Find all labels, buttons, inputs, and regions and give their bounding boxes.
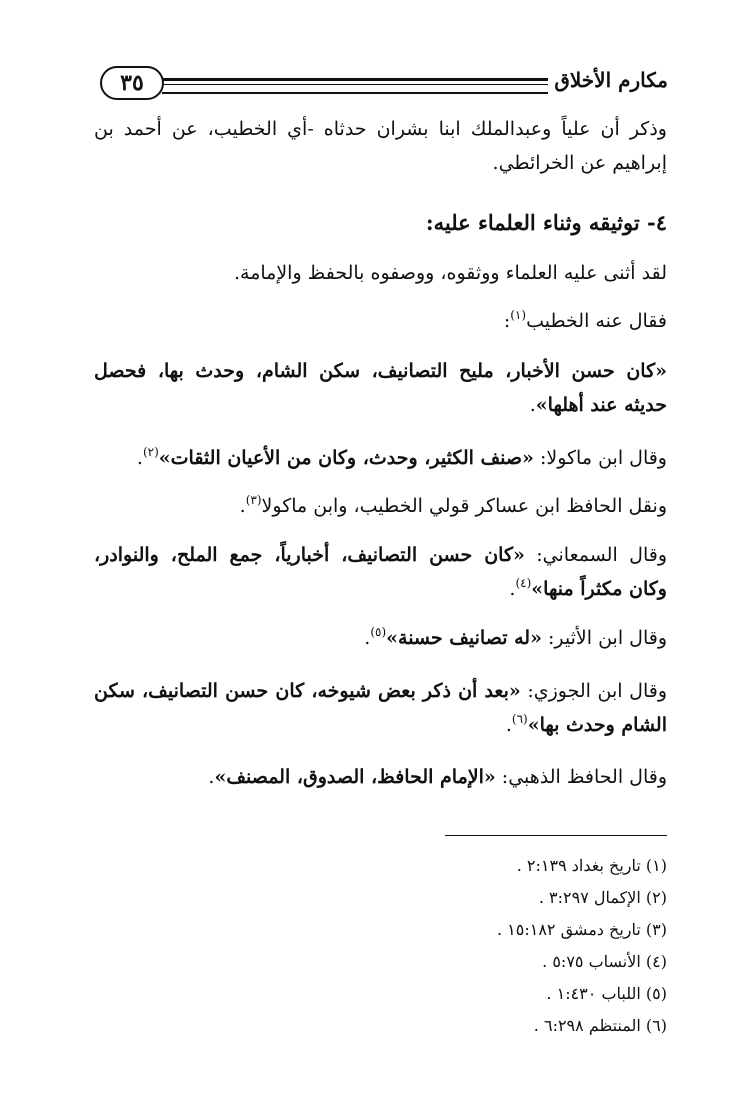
page-number: ٣٥: [100, 66, 164, 100]
jawzi-quote: «بعد أن ذكر بعض شيوخه، كان حسن التصانيف، سكن الشام وحدث بها»: [94, 680, 667, 736]
footnote-ref-6: (٦): [511, 712, 528, 726]
samani-quote: «كان حسن التصانيف، أخبارياً، جمع الملح، والنوادر، وكان مكثراً منها»: [94, 544, 667, 600]
paragraph-8-text: وقال ابن الأثير:: [541, 627, 667, 649]
footnote-ref-5: (٥): [370, 625, 387, 639]
footnote-ref-4: (٤): [515, 576, 532, 590]
athir-quote: «له تصانيف حسنة»: [386, 627, 542, 649]
paragraph-6: [94, 489, 667, 523]
footnote-3: (٣) تاريخ دمشق ١٥:١٨٢ .: [496, 920, 667, 939]
footnote-6: (٦) المنتظم ٦:٢٩٨ .: [533, 1016, 667, 1035]
makula-quote: «صنف الكثير، وحدث، وكان من الأعيان الثقات»: [158, 447, 534, 469]
paragraph-1: وذكر أن علياً وعبدالملك ابنا بشران حدثاه -أي الخطيب، عن أحمد بن إبراهيم عن الخرائطي.: [94, 118, 667, 174]
paragraph-9-text: وقال ابن الجوزي:: [520, 680, 667, 702]
paragraph-5-end: .: [136, 447, 143, 469]
page-header: [94, 64, 668, 106]
paragraph-9-end: .: [505, 714, 512, 736]
paragraph-7: [94, 538, 667, 606]
footnote-2: (٢) الإكمال ٣:٢٩٧ .: [538, 888, 667, 907]
footnotes-list: [247, 850, 667, 1042]
khatib-quote: «كان حسن الأخبار، مليح التصانيف، سكن الشام، وحدث بها، فحصل حديثه عند أهلها»: [94, 360, 667, 416]
footnote-ref-1: (١): [510, 308, 527, 322]
footnote-separator: [445, 835, 667, 836]
paragraph-5-text: وقال ابن ماكولا:: [533, 447, 667, 469]
paragraph-3-text: فقال عنه الخطيب: [526, 310, 667, 332]
paragraph-6-text: ونقل الحافظ ابن عساكر قولي الخطيب، وابن ماكولا: [261, 495, 667, 517]
paragraph-8: [94, 621, 667, 655]
paragraph-4-end: .: [529, 394, 536, 416]
paragraph-7-text: وقال السمعاني:: [524, 544, 667, 566]
header-rule: [162, 78, 548, 94]
paragraph-8-end: .: [364, 627, 371, 649]
footnote-ref-3: (٣): [245, 493, 262, 507]
paragraph-7-end: .: [509, 578, 516, 600]
footnote-5: (٥) اللباب ١:٤٣٠ .: [546, 984, 667, 1003]
paragraph-5: [94, 441, 667, 475]
paragraph-10-end: .: [208, 766, 215, 788]
footnote-1: (١) تاريخ بغداد ٢:١٣٩ .: [516, 856, 667, 875]
book-title: مكارم الأخلاق: [554, 68, 668, 92]
paragraph-3-end: :: [503, 310, 511, 332]
footnote-4: (٤) الأنساب ٥:٧٥ .: [542, 952, 667, 971]
dhahabi-quote: «الإمام الحافظ، الصدوق، المصنف»: [214, 766, 496, 788]
paragraph-10: [94, 760, 667, 794]
paragraph-4: [94, 354, 667, 422]
footnote-ref-2: (٢): [142, 445, 159, 459]
paragraph-3: [94, 304, 667, 338]
paragraph-9: [94, 674, 667, 742]
paragraph-10-text: وقال الحافظ الذهبي:: [495, 766, 667, 788]
paragraph-2: لقد أثنى عليه العلماء ووثقوه، ووصفوه بالحفظ والإمامة.: [233, 262, 667, 284]
section-heading: ٤- توثيقه وثناء العلماء عليه:: [425, 210, 667, 235]
paragraph-6-end: .: [239, 495, 246, 517]
